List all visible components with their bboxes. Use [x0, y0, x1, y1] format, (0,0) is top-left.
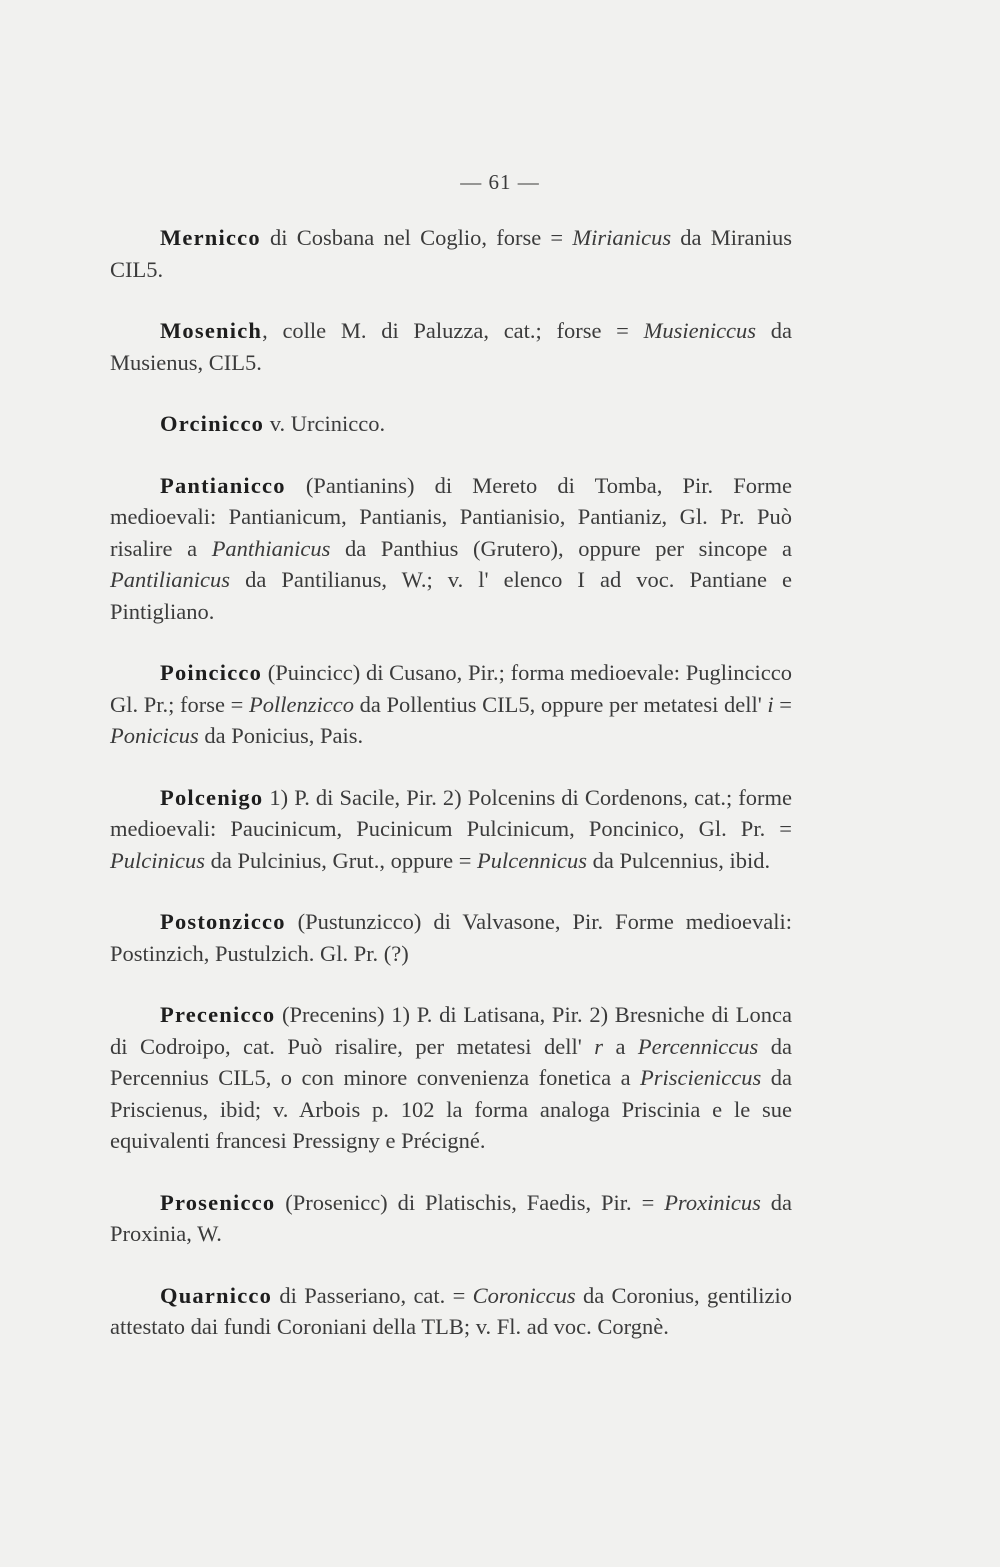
entry-text: da Coronius, gentilizio attestato dai fundi Coroniani della TLB; v. Fl. ad voc. Corgnè. — [110, 1282, 792, 1339]
entry-headword: Polcenigo — [160, 784, 264, 810]
entry-latin-form: Ponicicus — [110, 723, 199, 748]
dictionary-entry — [110, 315, 792, 378]
entry-latin-form: Musieniccus — [643, 318, 757, 343]
entry-text: da Pollentius CIL5, oppure per metatesi dell' — [353, 691, 768, 717]
entry-headword: Orcinicco — [160, 411, 265, 436]
entry-text: da Miranius CIL5. — [110, 225, 793, 282]
entry-text: (Puincicc) di Cusano, Pir.; forma medioevale: Puglincicco Gl. Pr.; forse = — [110, 660, 792, 717]
entry-latin-form: r — [594, 1033, 604, 1059]
dictionary-entry — [110, 408, 792, 440]
entry-latin-form: Priscieniccus — [640, 1065, 762, 1090]
entry-text: di Cosbana nel Coglio, forse = — [260, 225, 573, 250]
entry-text: da Priscienus, ibid; v. Arbois p. 102 la forma analoga Priscinia e le sue equivalenti francesi Pressigny e Précigné. — [110, 1065, 792, 1153]
dictionary-entry — [110, 1187, 792, 1250]
dictionary-entry — [110, 999, 792, 1157]
entry-text: da Pulcennius, ibid. — [587, 847, 771, 873]
entry-latin-form: Percenniccus — [637, 1033, 759, 1059]
entry-headword: Precenicco — [160, 1002, 276, 1027]
entry-text: di Passeriano, cat. = — [272, 1282, 473, 1308]
entry-headword: Poincicco — [160, 660, 263, 685]
entry-text: (Prosenicc) di Platischis, Faedis, Pir. = — [275, 1189, 665, 1215]
entry-text: da Pantilianus, W.; v. l' elenco I ad voc. Pantiane e Pintigliano. — [110, 567, 792, 624]
entry-text: (Pustunzicco) di Valvasone, Pir. Forme medioevali: Postinzich, Pustulzich. Gl. Pr. (?) — [110, 909, 792, 966]
entry-text: = — [773, 691, 792, 717]
entry-latin-form: Coroniccus — [472, 1282, 576, 1308]
entry-text: da Pulcinius, Grut., oppure = — [204, 847, 478, 873]
entry-text: da Panthius (Grutero), oppure per sincope a — [330, 535, 792, 561]
dictionary-entry — [110, 1280, 792, 1343]
entry-headword: Quarnicco — [160, 1282, 273, 1308]
entry-latin-form: Panthianicus — [211, 535, 331, 561]
entry-text: da Ponicius, Pais. — [198, 723, 364, 748]
dictionary-entry — [110, 782, 792, 877]
entry-headword: Postonzicco — [160, 909, 286, 934]
entry-text: (Pantianins) di Mereto di Tomba, Pir. Forme medioevali: Pantianicum, Pantianis, Pantianisio, Pantianiz, Gl. Pr. Può risalire a — [110, 472, 792, 561]
dictionary-entry — [110, 906, 792, 969]
entry-latin-form: i — [767, 691, 774, 717]
entry-text: a — [603, 1033, 638, 1059]
entry-latin-form: Pollenzicco — [248, 691, 354, 717]
entry-latin-form: Mirianicus — [572, 225, 672, 250]
entry-text: (Precenins) 1) P. di Latisana, Pir. 2) Bresniche di Lonca di Codroipo, cat. Può risalire, per metatesi dell' — [110, 1002, 792, 1059]
dictionary-entry — [110, 222, 792, 285]
entry-text: 1) P. di Sacile, Pir. 2) Polcenins di Cordenons, cat.; forme medioevali: Paucinicum, Pucinicum Pulcinicum, Poncinico, Gl. Pr. = — [110, 784, 792, 841]
entry-latin-form: Pulcennicus — [477, 847, 587, 873]
entry-text: , colle M. di Paluzza, cat.; forse = — [262, 318, 644, 343]
dictionary-entry — [110, 657, 792, 752]
entry-text: da Percennius CIL5, o con minore convenienza fonetica a — [110, 1033, 792, 1090]
entry-text: v. Urcinicco. — [264, 411, 386, 436]
entry-headword: Prosenicco — [160, 1189, 276, 1215]
entry-text: da Musienus, CIL5. — [110, 318, 792, 375]
entry-text: da Proxinia, W. — [110, 1189, 792, 1246]
entry-headword: Pantianicco — [160, 472, 286, 498]
entry-headword: Mosenich — [160, 318, 263, 343]
entry-latin-form: Pantilianicus — [110, 567, 230, 592]
entry-latin-form: Pulcinicus — [110, 847, 205, 873]
entry-headword: Mernicco — [160, 225, 261, 250]
entry-latin-form: Proxinicus — [664, 1189, 761, 1215]
page-number: — 61 — — [460, 170, 540, 194]
dictionary-entry — [110, 470, 792, 628]
entry-list — [110, 222, 792, 1373]
